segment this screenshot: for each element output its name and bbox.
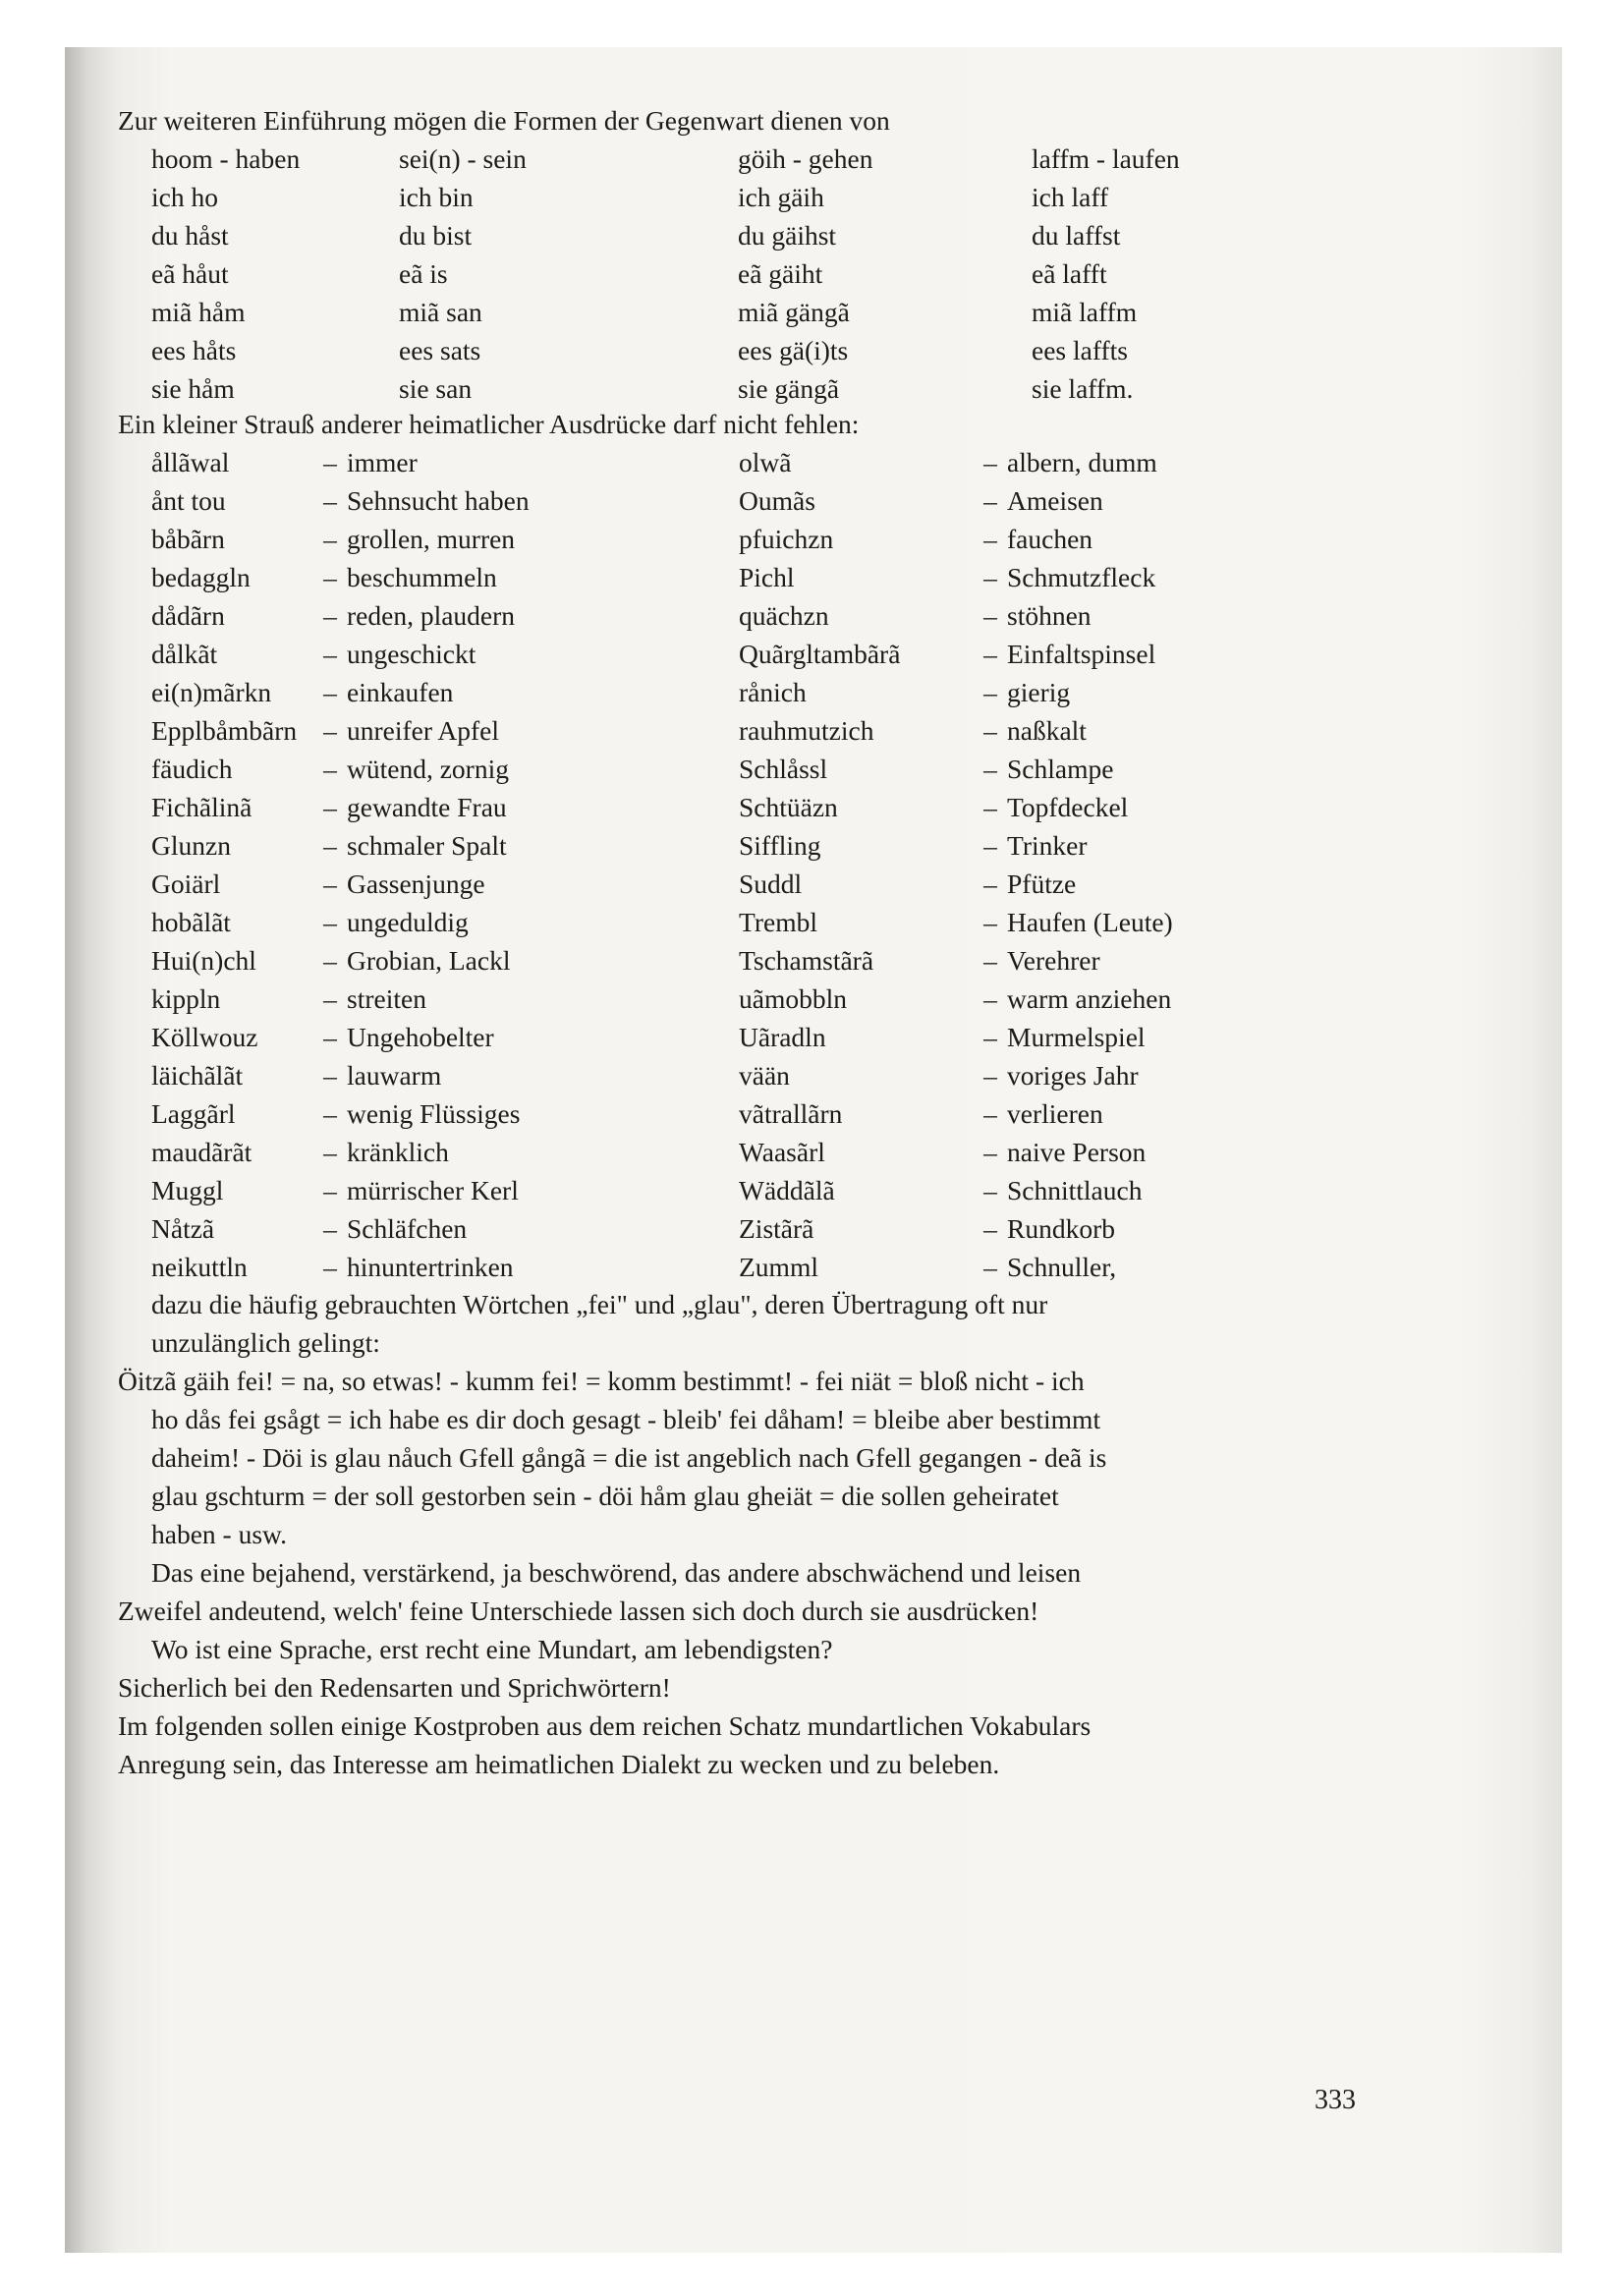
dash: – (983, 485, 997, 516)
conj-cell: sie laffm. (1032, 373, 1134, 404)
dash: – (323, 1022, 337, 1052)
dash: – (983, 1175, 997, 1205)
dash: – (983, 983, 997, 1014)
meaning: Grobian, Lackl (347, 945, 511, 976)
meaning: Haufen (Leute) (1007, 907, 1173, 937)
dialect-word: Uãradln (739, 1022, 826, 1052)
dialect-word: Laggãrl (151, 1098, 236, 1129)
vocab-row (118, 519, 1385, 557)
dialect-word: maudãrãt (151, 1137, 252, 1167)
meaning: naßkalt (1007, 715, 1087, 746)
meaning: warm anziehen (1007, 983, 1172, 1014)
meaning: voriges Jahr (1007, 1060, 1139, 1091)
vocab-row (118, 634, 1385, 672)
dialect-word: Hui(n)chl (151, 945, 256, 976)
conj-cell: ees laffts (1032, 335, 1128, 365)
dash: – (323, 1213, 337, 1244)
dialect-word: Fichãlinã (151, 792, 252, 822)
meaning: Rundkorb (1007, 1213, 1115, 1244)
dash: – (323, 1175, 337, 1205)
vocab-row (118, 864, 1385, 902)
dash: – (323, 983, 337, 1014)
vocab-row (118, 442, 1385, 480)
dialect-word: Tschamstãrã (739, 945, 874, 976)
dialect-word: quächzn (739, 600, 829, 631)
dash: – (983, 447, 997, 477)
dialect-word: Trembl (739, 907, 817, 937)
text-line: Wo ist eine Sprache, erst recht eine Mundart, am lebendigsten? (151, 1634, 833, 1664)
meaning: reden, plaudern (347, 600, 516, 631)
dash: – (983, 945, 997, 976)
vocab-row (118, 1132, 1385, 1170)
meaning: stöhnen (1007, 600, 1092, 631)
dialect-word: fäudich (151, 754, 233, 784)
dialect-word: Pichl (739, 562, 795, 592)
vocab-row (118, 979, 1385, 1017)
dialect-word: vãtrallãrn (739, 1098, 843, 1129)
vocab-row (118, 557, 1385, 595)
dash: – (983, 907, 997, 937)
vocab-row (118, 1208, 1385, 1247)
meaning: ungeschickt (347, 639, 476, 669)
conj-cell: du gäihst (738, 220, 837, 251)
dialect-word: Glunzn (151, 830, 231, 861)
meaning: Schnittlauch (1007, 1175, 1143, 1205)
text-line: glau gschturm = der soll gestorben sein - döi håm glau gheiät = die sollen geheiratet (151, 1481, 1059, 1511)
dash: – (983, 1213, 997, 1244)
dash: – (323, 868, 337, 899)
meaning: wenig Flüssiges (347, 1098, 521, 1129)
conj-cell: sie håm (151, 373, 235, 404)
conj-cell: miã håm (151, 297, 246, 327)
vocab-row (118, 1017, 1385, 1055)
conj-cell: ees sats (399, 335, 481, 365)
vocab-row (118, 787, 1385, 825)
dash: – (323, 945, 337, 976)
vocab-heading: Ein kleiner Strauß anderer heimatlicher Ausdrücke darf nicht fehlen: (118, 409, 860, 439)
dash: – (323, 1060, 337, 1091)
conj-cell: du laffst (1032, 220, 1121, 251)
meaning: gierig (1007, 677, 1071, 707)
dialect-word: Goiärl (151, 868, 221, 899)
conj-cell: miã san (399, 297, 482, 327)
dash: – (983, 1022, 997, 1052)
meaning: lauwarm (347, 1060, 442, 1091)
conjugation-table (118, 139, 1385, 407)
dialect-word: uãmobbln (739, 983, 847, 1014)
dash: – (983, 600, 997, 631)
conj-cell: du håst (151, 220, 229, 251)
conj-cell: sie gängã (738, 373, 840, 404)
conj-cell: ich gäih (738, 182, 824, 212)
vocab-row (118, 1093, 1385, 1132)
dash: – (983, 1060, 997, 1091)
conj-cell: ich ho (151, 182, 218, 212)
meaning: Gassenjunge (347, 868, 485, 899)
vocab-row (118, 940, 1385, 979)
dialect-word: Siffling (739, 830, 821, 861)
dialect-word: Schtüäzn (739, 792, 838, 822)
text-line: unzulänglich gelingt: (151, 1327, 380, 1358)
conj-header-sein: sei(n) - sein (399, 143, 527, 174)
conj-cell: sie san (399, 373, 473, 404)
text-line: ho dås fei gsågt = ich habe es dir doch gesagt - bleib' fei dåham! = bleibe aber bestimmt (151, 1404, 1101, 1434)
conj-cell: miã gängã (738, 297, 850, 327)
dash: – (983, 562, 997, 592)
page-body (118, 103, 1385, 1783)
dialect-word: dådãrn (151, 600, 225, 631)
vocab-row (118, 672, 1385, 710)
dialect-word: Muggl (151, 1175, 224, 1205)
dialect-word: ållãwal (151, 447, 230, 477)
dash: – (323, 754, 337, 784)
text-line: haben - usw. (151, 1519, 287, 1549)
conjugation-header (118, 139, 1385, 177)
text-line: Öitzã gäih fei! = na, so etwas! - kumm fei! = komm bestimmt! - fei niät = bloß nicht - ich (118, 1366, 1085, 1396)
meaning: beschummeln (347, 562, 497, 592)
meaning: Sehnsucht haben (347, 485, 530, 516)
conjugation-row (118, 215, 1385, 253)
meaning: gewandte Frau (347, 792, 507, 822)
dialect-word: Schlåssl (739, 754, 828, 784)
dash: – (323, 677, 337, 707)
dialect-word: rånich (739, 677, 807, 707)
text-line: Das eine bejahend, verstärkend, ja beschwörend, das andere abschwächend und leisen (151, 1557, 1082, 1588)
conjugation-row (118, 177, 1385, 215)
dialect-word: hobãlãt (151, 907, 231, 937)
meaning: streiten (347, 983, 426, 1014)
dash: – (983, 868, 997, 899)
conj-cell: du bist (399, 220, 473, 251)
meaning: mürrischer Kerl (347, 1175, 519, 1205)
dialect-word: pfuichzn (739, 524, 834, 554)
dash: – (323, 562, 337, 592)
conj-cell: eã is (399, 258, 448, 289)
conj-cell: miã laffm (1032, 297, 1138, 327)
text-line: dazu die häufig gebrauchten Wörtchen „fei" und „glau", deren Übertragung oft nur (151, 1289, 1048, 1319)
dialect-word: Suddl (739, 868, 803, 899)
text-line: Sicherlich bei den Redensarten und Sprichwörtern! (118, 1672, 671, 1703)
dash: – (323, 830, 337, 861)
paragraph-sprache (118, 1630, 1385, 1707)
dialect-word: bedaggln (151, 562, 251, 592)
meaning: unreifer Apfel (347, 715, 499, 746)
dialect-word: vään (739, 1060, 790, 1091)
text-line: daheim! - Döi is glau nåuch Gfell gångã = die ist angeblich nach Gfell gegangen - deã is (151, 1442, 1107, 1473)
meaning: Ameisen (1007, 485, 1103, 516)
meaning: wütend, zornig (347, 754, 509, 784)
conjugation-row (118, 330, 1385, 368)
dash: – (323, 1137, 337, 1167)
meaning: grollen, murren (347, 524, 516, 554)
meaning: Pfütze (1007, 868, 1077, 899)
meaning: fauchen (1007, 524, 1093, 554)
meaning: hinuntertrinken (347, 1252, 514, 1282)
conj-header-haben: hoom - haben (151, 143, 301, 174)
text-line: Anregung sein, das Interesse am heimatlichen Dialekt zu wecken und zu beleben. (118, 1749, 1000, 1779)
vocab-list (118, 442, 1385, 1285)
dash: – (983, 754, 997, 784)
dash: – (323, 524, 337, 554)
meaning: Verehrer (1007, 945, 1100, 976)
paragraph-unterschiede (118, 1553, 1385, 1630)
intro-line: Zur weiteren Einführung mögen die Formen der Gegenwart dienen von (118, 105, 890, 136)
dialect-word: Zistãrã (739, 1213, 814, 1244)
meaning: einkaufen (347, 677, 454, 707)
conj-cell: eã håut (151, 258, 229, 289)
paragraph-kostproben (118, 1707, 1385, 1783)
meaning: Schmutzfleck (1007, 562, 1156, 592)
dash: – (323, 1252, 337, 1282)
meaning: Murmelspiel (1007, 1022, 1146, 1052)
vocab-row (118, 749, 1385, 787)
conj-cell: eã gäiht (738, 258, 823, 289)
dialect-word: läichãlãt (151, 1060, 244, 1091)
dialect-word: Waasãrl (739, 1137, 825, 1167)
dialect-word: ei(n)mãrkn (151, 677, 272, 707)
woertchen-paragraph (118, 1285, 1385, 1362)
dialect-word: kippln (151, 983, 221, 1014)
vocab-row (118, 1247, 1385, 1285)
vocab-row (118, 1170, 1385, 1208)
dialect-word: rauhmutzich (739, 715, 874, 746)
dialect-word: Zumml (739, 1252, 818, 1282)
meaning: albern, dumm (1007, 447, 1157, 477)
dash: – (983, 792, 997, 822)
conj-header-laufen: laffm - laufen (1032, 143, 1180, 174)
text-line: Zweifel andeutend, welch' feine Unterschiede lassen sich doch durch sie ausdrücken! (118, 1596, 1039, 1626)
dash: – (323, 792, 337, 822)
conjugation-row (118, 253, 1385, 292)
meaning: ungeduldig (347, 907, 469, 937)
dialect-word: Wäddãlã (739, 1175, 835, 1205)
dialect-word: Nåtzã (151, 1213, 215, 1244)
meaning: immer (347, 447, 418, 477)
meaning: verlieren (1007, 1098, 1103, 1129)
dialect-word: olwã (739, 447, 792, 477)
dash: – (323, 715, 337, 746)
dash: – (983, 524, 997, 554)
dash: – (983, 1137, 997, 1167)
dash: – (983, 830, 997, 861)
conj-header-gehen: göih - gehen (738, 143, 873, 174)
dash: – (983, 677, 997, 707)
vocab-row (118, 902, 1385, 940)
vocab-row (118, 825, 1385, 864)
meaning: Ungehobelter (347, 1022, 494, 1052)
meaning: Schlampe (1007, 754, 1114, 784)
vocab-row (118, 595, 1385, 634)
meaning: Trinker (1007, 830, 1088, 861)
dash: – (323, 1098, 337, 1129)
dash: – (983, 1098, 997, 1129)
vocab-row (118, 480, 1385, 519)
dash: – (983, 1252, 997, 1282)
meaning: Einfaltspinsel (1007, 639, 1156, 669)
meaning: naive Person (1007, 1137, 1147, 1167)
dialect-word: ånt tou (151, 485, 226, 516)
dialect-word: neikuttln (151, 1252, 248, 1282)
dialect-word: båbãrn (151, 524, 225, 554)
dash: – (323, 600, 337, 631)
conj-cell: ich bin (399, 182, 474, 212)
conj-cell: eã lafft (1032, 258, 1107, 289)
conjugation-row (118, 292, 1385, 330)
dash: – (323, 447, 337, 477)
conj-cell: ees håts (151, 335, 237, 365)
conjugation-row (118, 368, 1385, 407)
dialect-word: dålkãt (151, 639, 218, 669)
meaning: Schläfchen (347, 1213, 468, 1244)
dash: – (323, 639, 337, 669)
dash: – (323, 485, 337, 516)
page-number: 333 (1315, 2085, 1356, 2115)
text-line: Im folgenden sollen einige Kostproben aus dem reichen Schatz mundartlichen Vokabulars (118, 1710, 1092, 1741)
examples-paragraph (118, 1362, 1385, 1553)
meaning: schmaler Spalt (347, 830, 507, 861)
dash: – (983, 639, 997, 669)
meaning: Topfdeckel (1007, 792, 1129, 822)
dialect-word: Köllwouz (151, 1022, 258, 1052)
conj-cell: ees gä(i)ts (738, 335, 849, 365)
vocab-row (118, 710, 1385, 749)
dash: – (323, 907, 337, 937)
meaning: kränklich (347, 1137, 449, 1167)
conj-cell: ich laff (1032, 182, 1109, 212)
dialect-word: Oumãs (739, 485, 815, 516)
meaning: Schnuller, (1007, 1252, 1117, 1282)
dash: – (983, 715, 997, 746)
vocab-row (118, 1055, 1385, 1093)
dialect-word: Quãrgltambãrã (739, 639, 901, 669)
dialect-word: Epplbåmbãrn (151, 715, 298, 746)
